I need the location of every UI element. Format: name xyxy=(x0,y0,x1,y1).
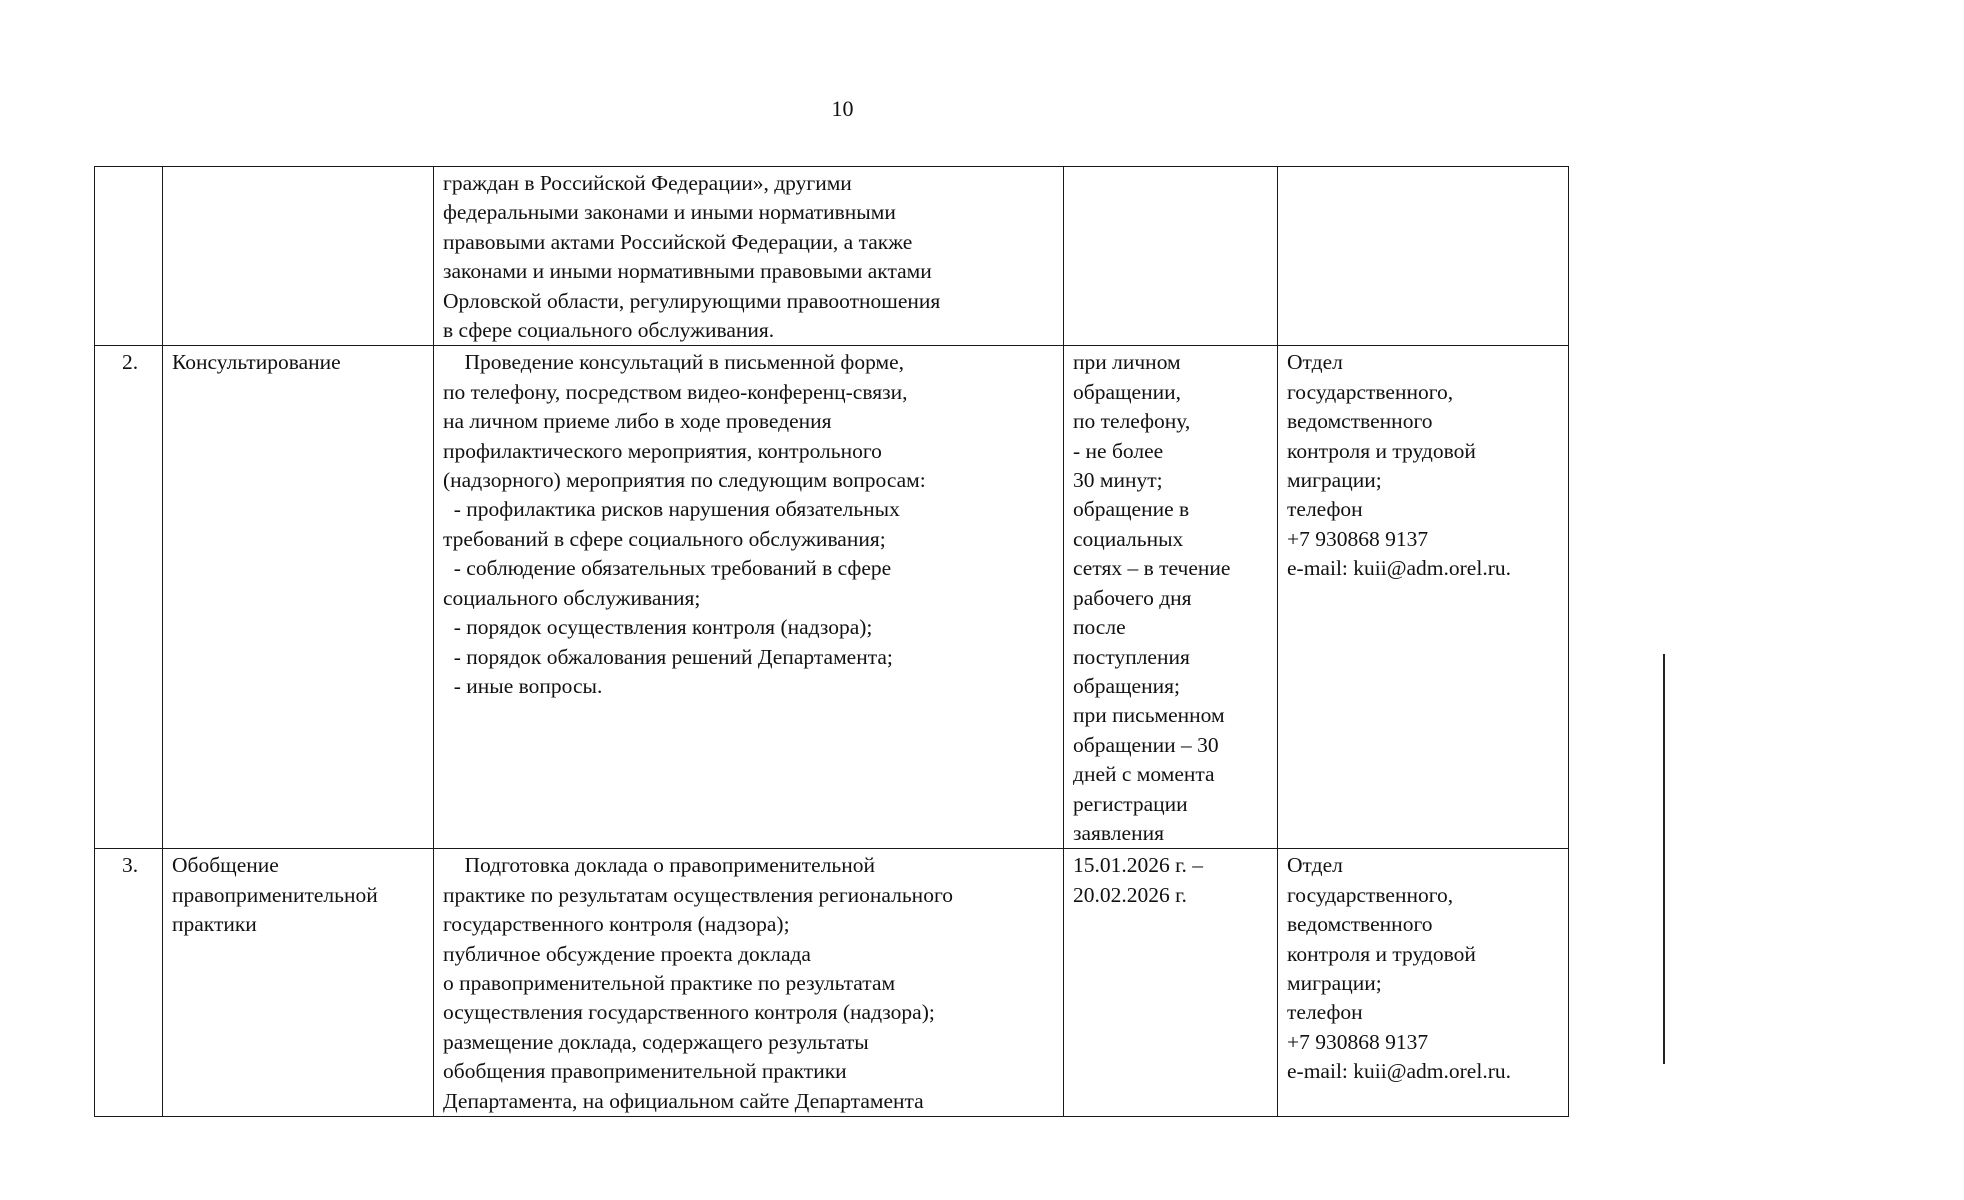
measure-description-cell xyxy=(434,167,1064,346)
measure-deadline-line: дней с момента xyxy=(1073,762,1215,787)
measure-deadline-line: при личном xyxy=(1073,350,1181,375)
measure-description-line: публичное обсуждение проекта доклада xyxy=(443,941,811,966)
measure-description-line: - порядок обжалования решений Департамента; xyxy=(443,644,893,669)
measure-description-line: - профилактика рисков нарушения обязательных xyxy=(443,497,900,522)
measure-responsible-line: Отдел xyxy=(1287,350,1343,375)
measure-description-line: Проведение консультаций в письменной форме, xyxy=(443,350,905,375)
page-number: 10 xyxy=(831,96,854,121)
table-row xyxy=(95,167,1569,346)
measure-deadline-line: при письменном xyxy=(1073,703,1225,728)
measure-description-line: профилактического мероприятия, контрольного xyxy=(443,438,882,463)
measure-name-line: правоприменительной xyxy=(172,882,378,907)
measure-description-cell xyxy=(434,849,1064,1117)
measure-deadline-line: 15.01.2026 г. – xyxy=(1073,853,1204,878)
measure-description-line: Орловской области, регулирующими правоотношения xyxy=(443,288,941,313)
measures-table xyxy=(94,166,1569,1117)
measure-description-line: Подготовка доклада о правоприменительной xyxy=(443,853,875,878)
measure-responsible-line: Отдел xyxy=(1287,853,1343,878)
measure-responsible-line: государственного, xyxy=(1287,882,1454,907)
measure-description-line: обобщения правоприменительной практики xyxy=(443,1059,847,1084)
measure-description-line: граждан в Российской Федерации», другими xyxy=(443,171,852,195)
measure-responsible-line: ведомственного xyxy=(1287,409,1433,434)
measure-description-line: федеральными законами и иными нормативными xyxy=(443,200,896,225)
measure-description-line: размещение доклада, содержащего результаты xyxy=(443,1029,869,1054)
measure-name-cell xyxy=(163,167,434,346)
measure-deadline-line: 20.02.2026 г. xyxy=(1073,882,1187,907)
measure-deadline-line: заявления xyxy=(1073,820,1164,845)
measure-description-line: социального обслуживания; xyxy=(443,585,701,610)
measure-description-line: в сфере социального обслуживания. xyxy=(443,318,775,343)
measure-deadline-line: социальных xyxy=(1073,526,1184,551)
measure-description-line: по телефону, посредством видео-конференц-связи, xyxy=(443,379,908,404)
measure-description-line: о правоприменительной практике по результатам xyxy=(443,970,896,995)
measure-description-line: на личном приеме либо в ходе проведения xyxy=(443,409,832,434)
measure-responsible-cell xyxy=(1278,167,1569,346)
measure-name-cell xyxy=(163,346,434,849)
measure-description-line: Департамента, на официальном сайте Департамента xyxy=(443,1088,924,1113)
measure-deadline-line: 30 минут; xyxy=(1073,468,1163,493)
measure-deadline-line: сетях – в течение xyxy=(1073,556,1231,581)
measure-description-line: государственного контроля (надзора); xyxy=(443,912,790,937)
measure-responsible-line: миграции; xyxy=(1287,468,1382,493)
measure-name-line: Обобщение xyxy=(172,853,279,878)
measure-responsible-cell xyxy=(1278,346,1569,849)
measure-description-cell xyxy=(434,346,1064,849)
table-row xyxy=(95,346,1569,849)
measure-responsible-line: государственного, xyxy=(1287,379,1454,404)
measure-responsible-line: миграции; xyxy=(1287,970,1382,995)
row-number-cell xyxy=(95,849,163,1117)
measure-deadline-cell xyxy=(1064,167,1278,346)
measure-name-line: Консультирование xyxy=(172,350,341,375)
measure-responsible-line: телефон xyxy=(1287,497,1363,522)
measure-responsible-cell xyxy=(1278,849,1569,1117)
measure-responsible-line: +7 930868 9137 xyxy=(1287,526,1429,551)
measure-deadline-cell xyxy=(1064,849,1278,1117)
margin-line xyxy=(1663,654,1665,1064)
measure-deadline-line: обращение в xyxy=(1073,497,1190,522)
measure-deadline-line: обращении – 30 xyxy=(1073,732,1219,757)
measure-responsible-line: e-mail: kuii@adm.orel.ru. xyxy=(1287,556,1511,581)
row-number-cell xyxy=(95,346,163,849)
measure-responsible-line: e-mail: kuii@adm.orel.ru. xyxy=(1287,1059,1511,1084)
measure-responsible-line: +7 930868 9137 xyxy=(1287,1029,1429,1054)
measure-deadline-line: обращения; xyxy=(1073,673,1180,698)
measure-deadline-line: по телефону, xyxy=(1073,409,1191,434)
measure-name-cell xyxy=(163,849,434,1117)
measure-description-line: осуществления государственного контроля (надзора); xyxy=(443,1000,935,1025)
measure-responsible-line: контроля и трудовой xyxy=(1287,438,1476,463)
measure-deadline-line: рабочего дня xyxy=(1073,585,1192,610)
measure-description-line: правовыми актами Российской Федерации, а также xyxy=(443,229,913,254)
measure-name-line: практики xyxy=(172,912,257,937)
table-body xyxy=(95,167,1569,1117)
measure-deadline-line: после xyxy=(1073,615,1126,640)
measure-description-line: (надзорного) мероприятия по следующим вопросам: xyxy=(443,468,926,493)
row-number: 3. xyxy=(121,853,139,878)
measure-deadline-cell xyxy=(1064,346,1278,849)
row-number: 2. xyxy=(121,350,139,375)
measure-description-line: законами и иными нормативными правовыми актами xyxy=(443,259,932,284)
measure-responsible-line: телефон xyxy=(1287,1000,1363,1025)
table-row xyxy=(95,849,1569,1117)
measure-description-line: практике по результатам осуществления регионального xyxy=(443,882,953,907)
measure-deadline-line: - не более xyxy=(1073,438,1164,463)
measure-deadline-line: поступления xyxy=(1073,644,1190,669)
measure-description-line: - порядок осуществления контроля (надзора); xyxy=(443,615,873,640)
measure-description-line: - соблюдение обязательных требований в сфере xyxy=(443,556,892,581)
measure-responsible-line: ведомственного xyxy=(1287,912,1433,937)
measure-description-line: - иные вопросы. xyxy=(443,673,603,698)
measure-description-line: требований в сфере социального обслуживания; xyxy=(443,526,886,551)
measure-deadline-line: обращении, xyxy=(1073,379,1181,404)
measure-responsible-line: контроля и трудовой xyxy=(1287,941,1476,966)
measure-deadline-line: регистрации xyxy=(1073,791,1188,816)
row-number-cell xyxy=(95,167,163,346)
